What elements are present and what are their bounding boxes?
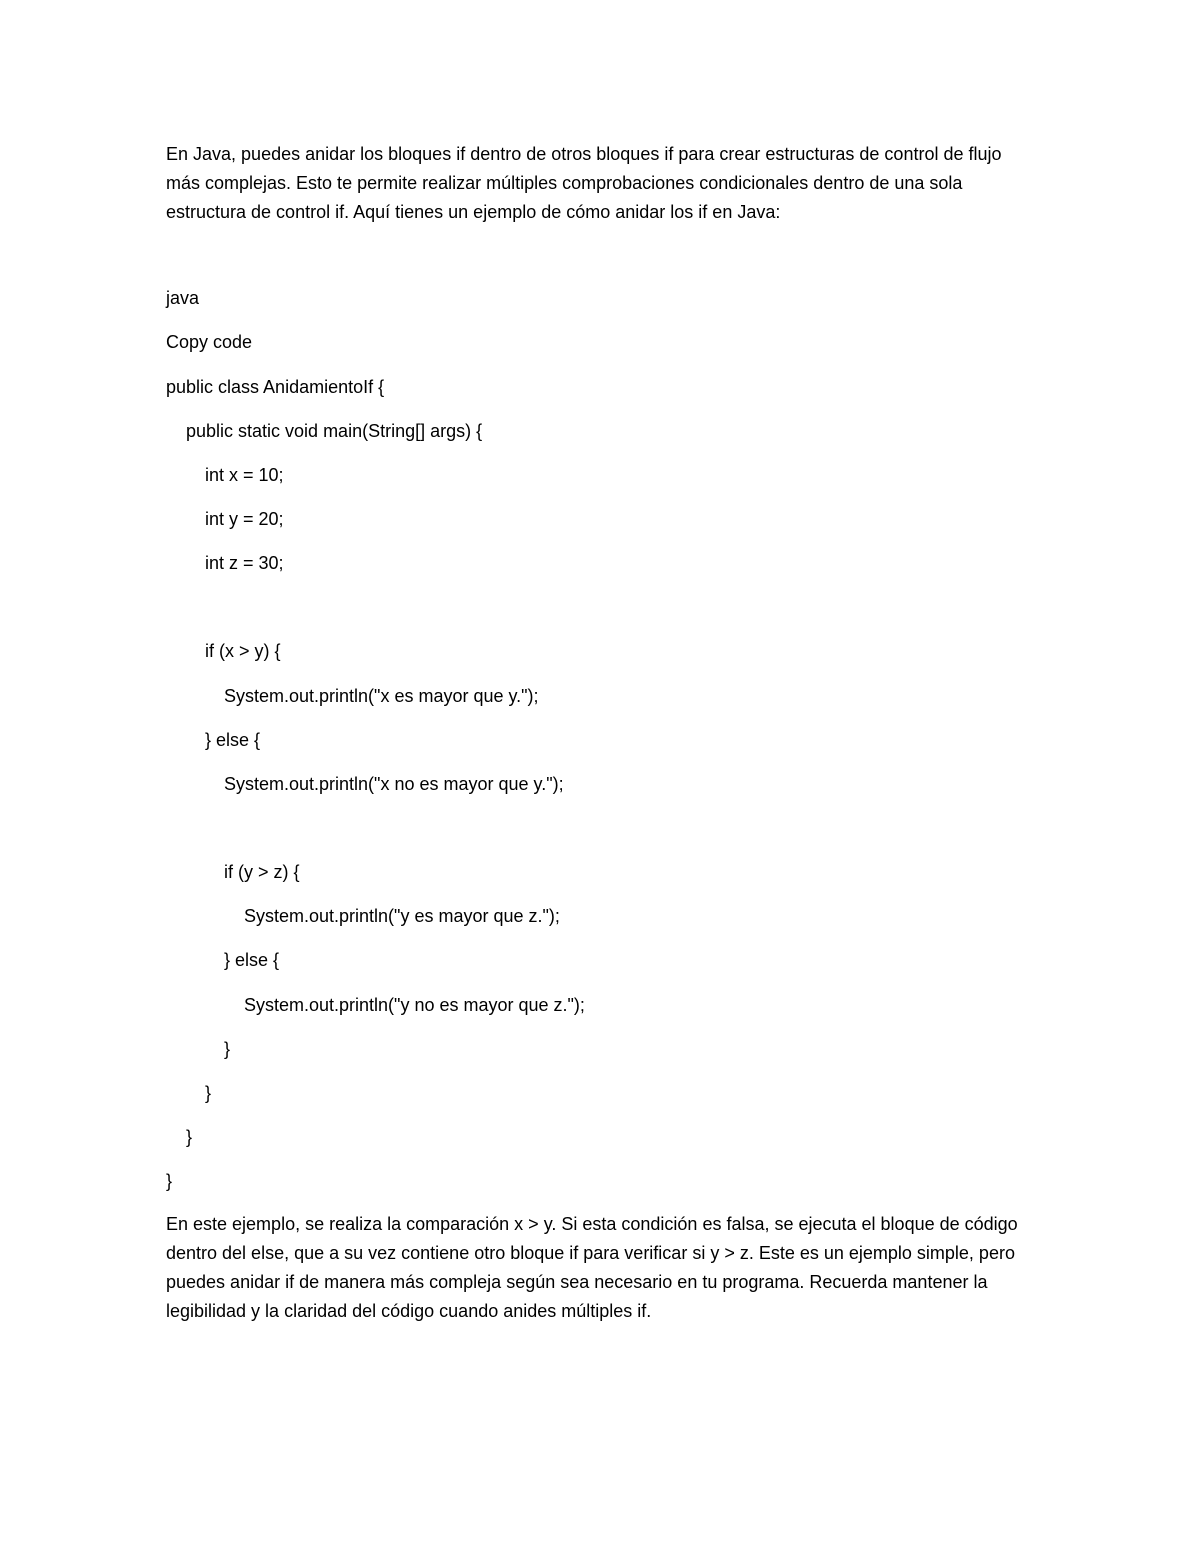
code-line: int y = 20; [205,509,284,529]
code-line: System.out.println("y no es mayor que z."); [244,995,585,1015]
code-line: } else { [205,730,261,750]
code-line: int z = 30; [205,553,284,573]
code-line: public class AnidamientoIf { [166,377,385,397]
code-line: int x = 10; [205,465,284,485]
code-line: if (x > y) { [205,641,281,661]
code-language-label: java [166,288,200,308]
code-line: } [205,1083,212,1103]
outro-paragraph: En este ejemplo, se realiza la comparación x > y. Si esta condición es falsa, se ejecuta el bloque de código dentro del else, que a su vez contiene otro bloque if para verificar si y > z. Este es un ejemplo simple, pero puedes anidar if de manera más compleja según sea necesario en tu programa. Recuerda mantener la legibilidad y la claridad del código cuando anides múltiples if. [166,1214,1018,1321]
code-line: } [166,1171,173,1191]
code-line: } [224,1039,231,1059]
code-line: } [186,1127,193,1147]
copy-code-label: Copy code [166,332,253,352]
code-line: if (y > z) { [224,862,300,882]
code-line: System.out.println("y es mayor que z."); [244,906,560,926]
code-line: } else { [224,950,280,970]
code-line: System.out.println("x es mayor que y."); [224,686,539,706]
intro-paragraph: En Java, puedes anidar los bloques if dentro de otros bloques if para crear estructuras de control de flujo más complejas. Esto te permite realizar múltiples comprobaciones condicionales dentro de una sola estructura de control if. Aquí tienes un ejemplo de cómo anidar los if en Java: [166,144,1002,222]
code-line: System.out.println("x no es mayor que y."); [224,774,564,794]
code-line: public static void main(String[] args) { [186,421,483,441]
